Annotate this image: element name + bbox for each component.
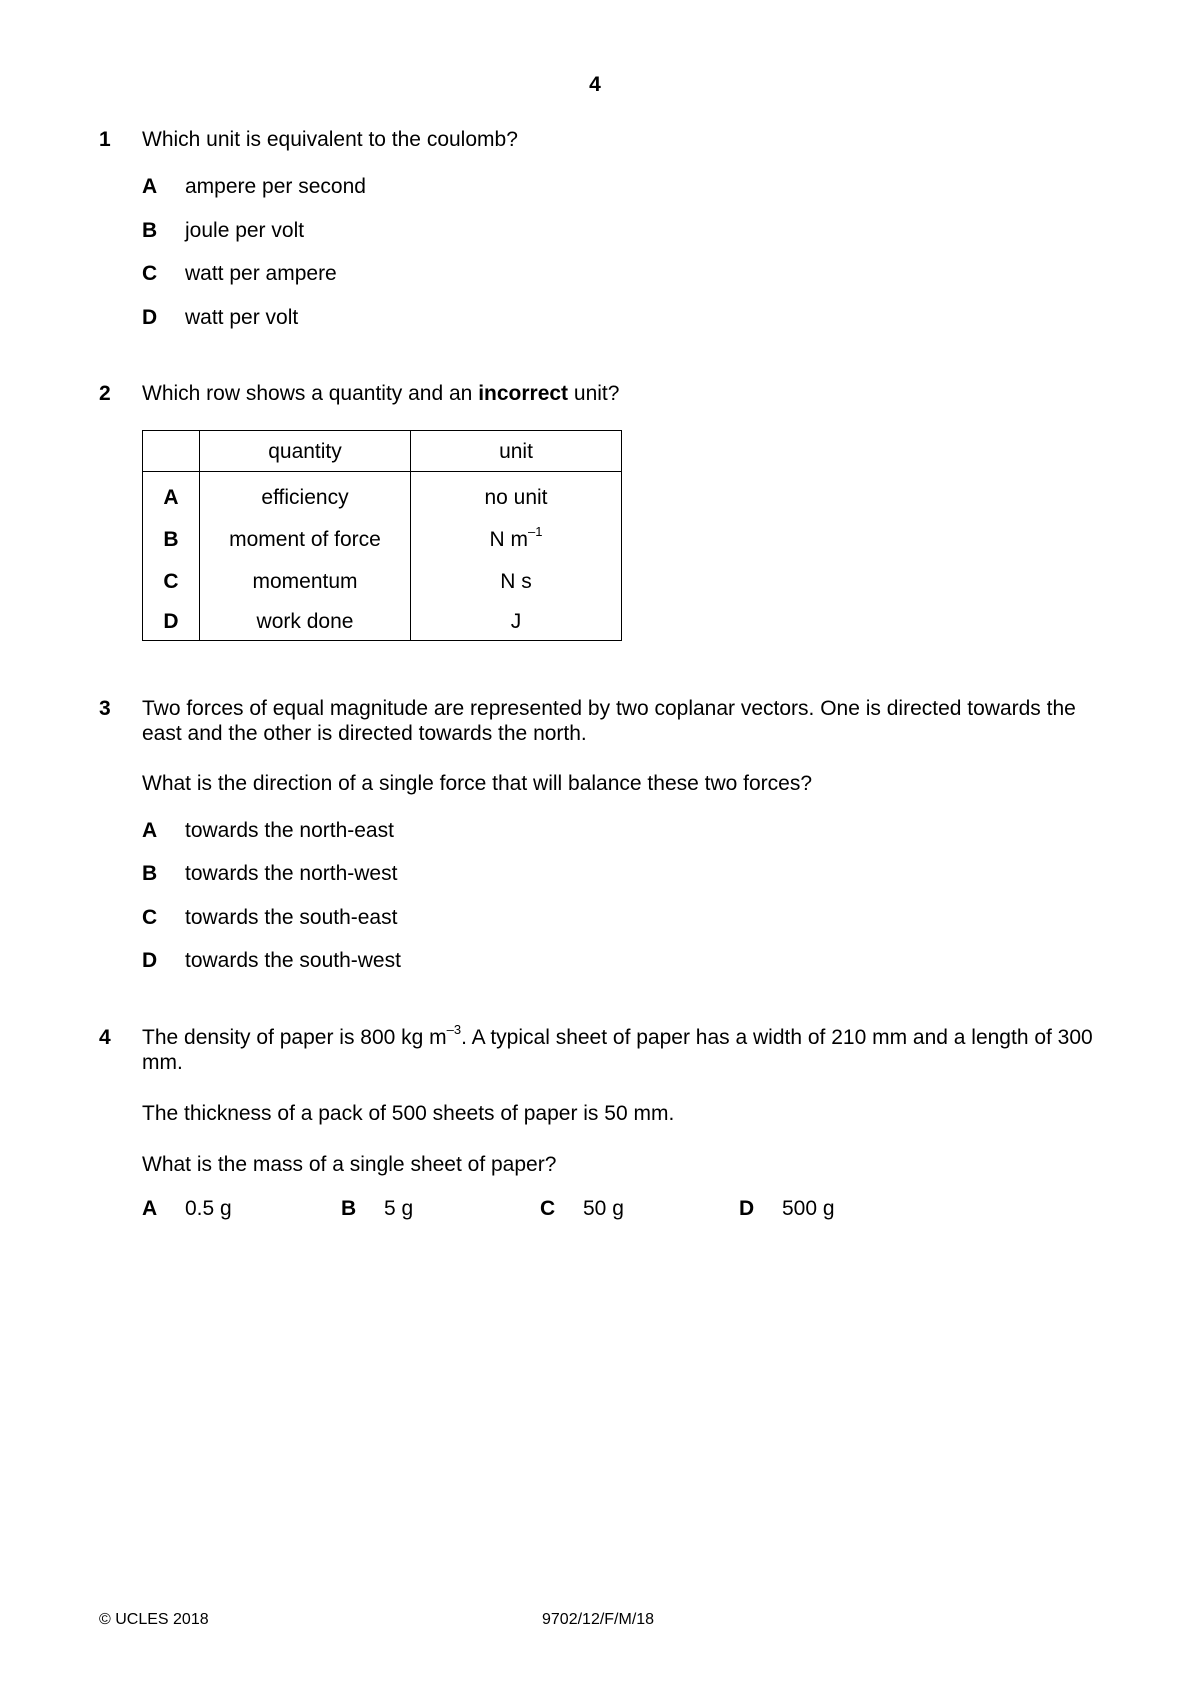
footer-copyright: © UCLES 2018	[99, 1611, 209, 1628]
option-letter: B	[142, 862, 158, 885]
option-text: 50 g	[583, 1197, 624, 1220]
footer-paper-code: 9702/12/F/M/18	[542, 1611, 655, 1628]
question-text	[142, 381, 1102, 406]
option-text: towards the south-west	[185, 949, 401, 972]
option-letter: D	[739, 1197, 755, 1220]
unit-cell: no unit	[411, 472, 622, 519]
table-row	[143, 472, 622, 519]
table-header-cell: quantity	[200, 431, 411, 472]
table-row	[143, 602, 622, 641]
option-letter: D	[142, 949, 158, 972]
row-letter: A	[143, 472, 200, 519]
option-text: watt per ampere	[185, 262, 337, 285]
unit-cell	[411, 518, 622, 560]
option-letter: A	[142, 1197, 158, 1220]
option-letter: C	[142, 262, 158, 285]
question-text-part: . A typical sheet of paper has a width of 210 mm and a length of 300 mm.	[142, 1026, 1093, 1074]
option-text: ampere per second	[185, 175, 366, 198]
option-text: towards the south-east	[185, 906, 398, 929]
option-text: joule per volt	[185, 219, 305, 242]
question-number: 4	[99, 1026, 111, 1049]
option-letter: B	[142, 219, 158, 242]
question-text-part: Which row shows a quantity and an	[142, 382, 479, 405]
unit-exponent: –1	[528, 523, 543, 539]
unit-cell: J	[411, 602, 622, 641]
question-text: Which unit is equivalent to the coulomb?	[142, 128, 518, 151]
question-number: 1	[99, 128, 111, 151]
question-number: 3	[99, 697, 111, 720]
row-letter: D	[143, 602, 200, 641]
unit-text: N m	[489, 527, 529, 551]
option-text: towards the north-east	[185, 819, 394, 842]
table-row	[143, 518, 622, 560]
question-text: Two forces of equal magnitude are represented by two coplanar vectors. One is directed towards the east and the other is directed towards the north.	[142, 697, 1076, 745]
option-text: towards the north-west	[185, 862, 398, 885]
page-number: 4	[589, 73, 601, 96]
option-text: 0.5 g	[185, 1197, 232, 1220]
row-letter: B	[143, 518, 200, 560]
option-letter: D	[142, 306, 158, 329]
table-row	[143, 560, 622, 602]
option-letter: A	[142, 819, 158, 842]
table-header-cell: unit	[411, 431, 622, 472]
table-header-row	[143, 431, 622, 472]
question-prompt: What is the direction of a single force that will balance these two forces?	[142, 772, 813, 795]
unit-exponent: –3	[446, 1022, 462, 1037]
option-letter: C	[142, 906, 158, 929]
option-text: 5 g	[384, 1197, 414, 1220]
question-text-part: The density of paper is 800 kg m	[142, 1026, 447, 1049]
option-letter: A	[142, 175, 158, 198]
question-number: 2	[99, 382, 111, 405]
quantity-cell: momentum	[200, 560, 411, 602]
quantity-unit-table	[142, 430, 622, 641]
question-text-emphasis: incorrect	[478, 382, 569, 405]
quantity-cell: work done	[200, 602, 411, 641]
option-letter: B	[341, 1197, 357, 1220]
table-header-cell	[143, 431, 200, 472]
unit-cell: N s	[411, 560, 622, 602]
option-text: watt per volt	[185, 306, 299, 329]
question-text-part: unit?	[568, 382, 620, 405]
question-prompt: What is the mass of a single sheet of paper?	[142, 1153, 557, 1176]
row-letter: C	[143, 560, 200, 602]
option-letter: C	[540, 1197, 556, 1220]
quantity-cell: efficiency	[200, 472, 411, 519]
option-text: 500 g	[782, 1197, 835, 1220]
question-statement: The thickness of a pack of 500 sheets of paper is 50 mm.	[142, 1102, 675, 1125]
quantity-cell: moment of force	[200, 518, 411, 560]
question-text	[142, 1022, 1102, 1075]
